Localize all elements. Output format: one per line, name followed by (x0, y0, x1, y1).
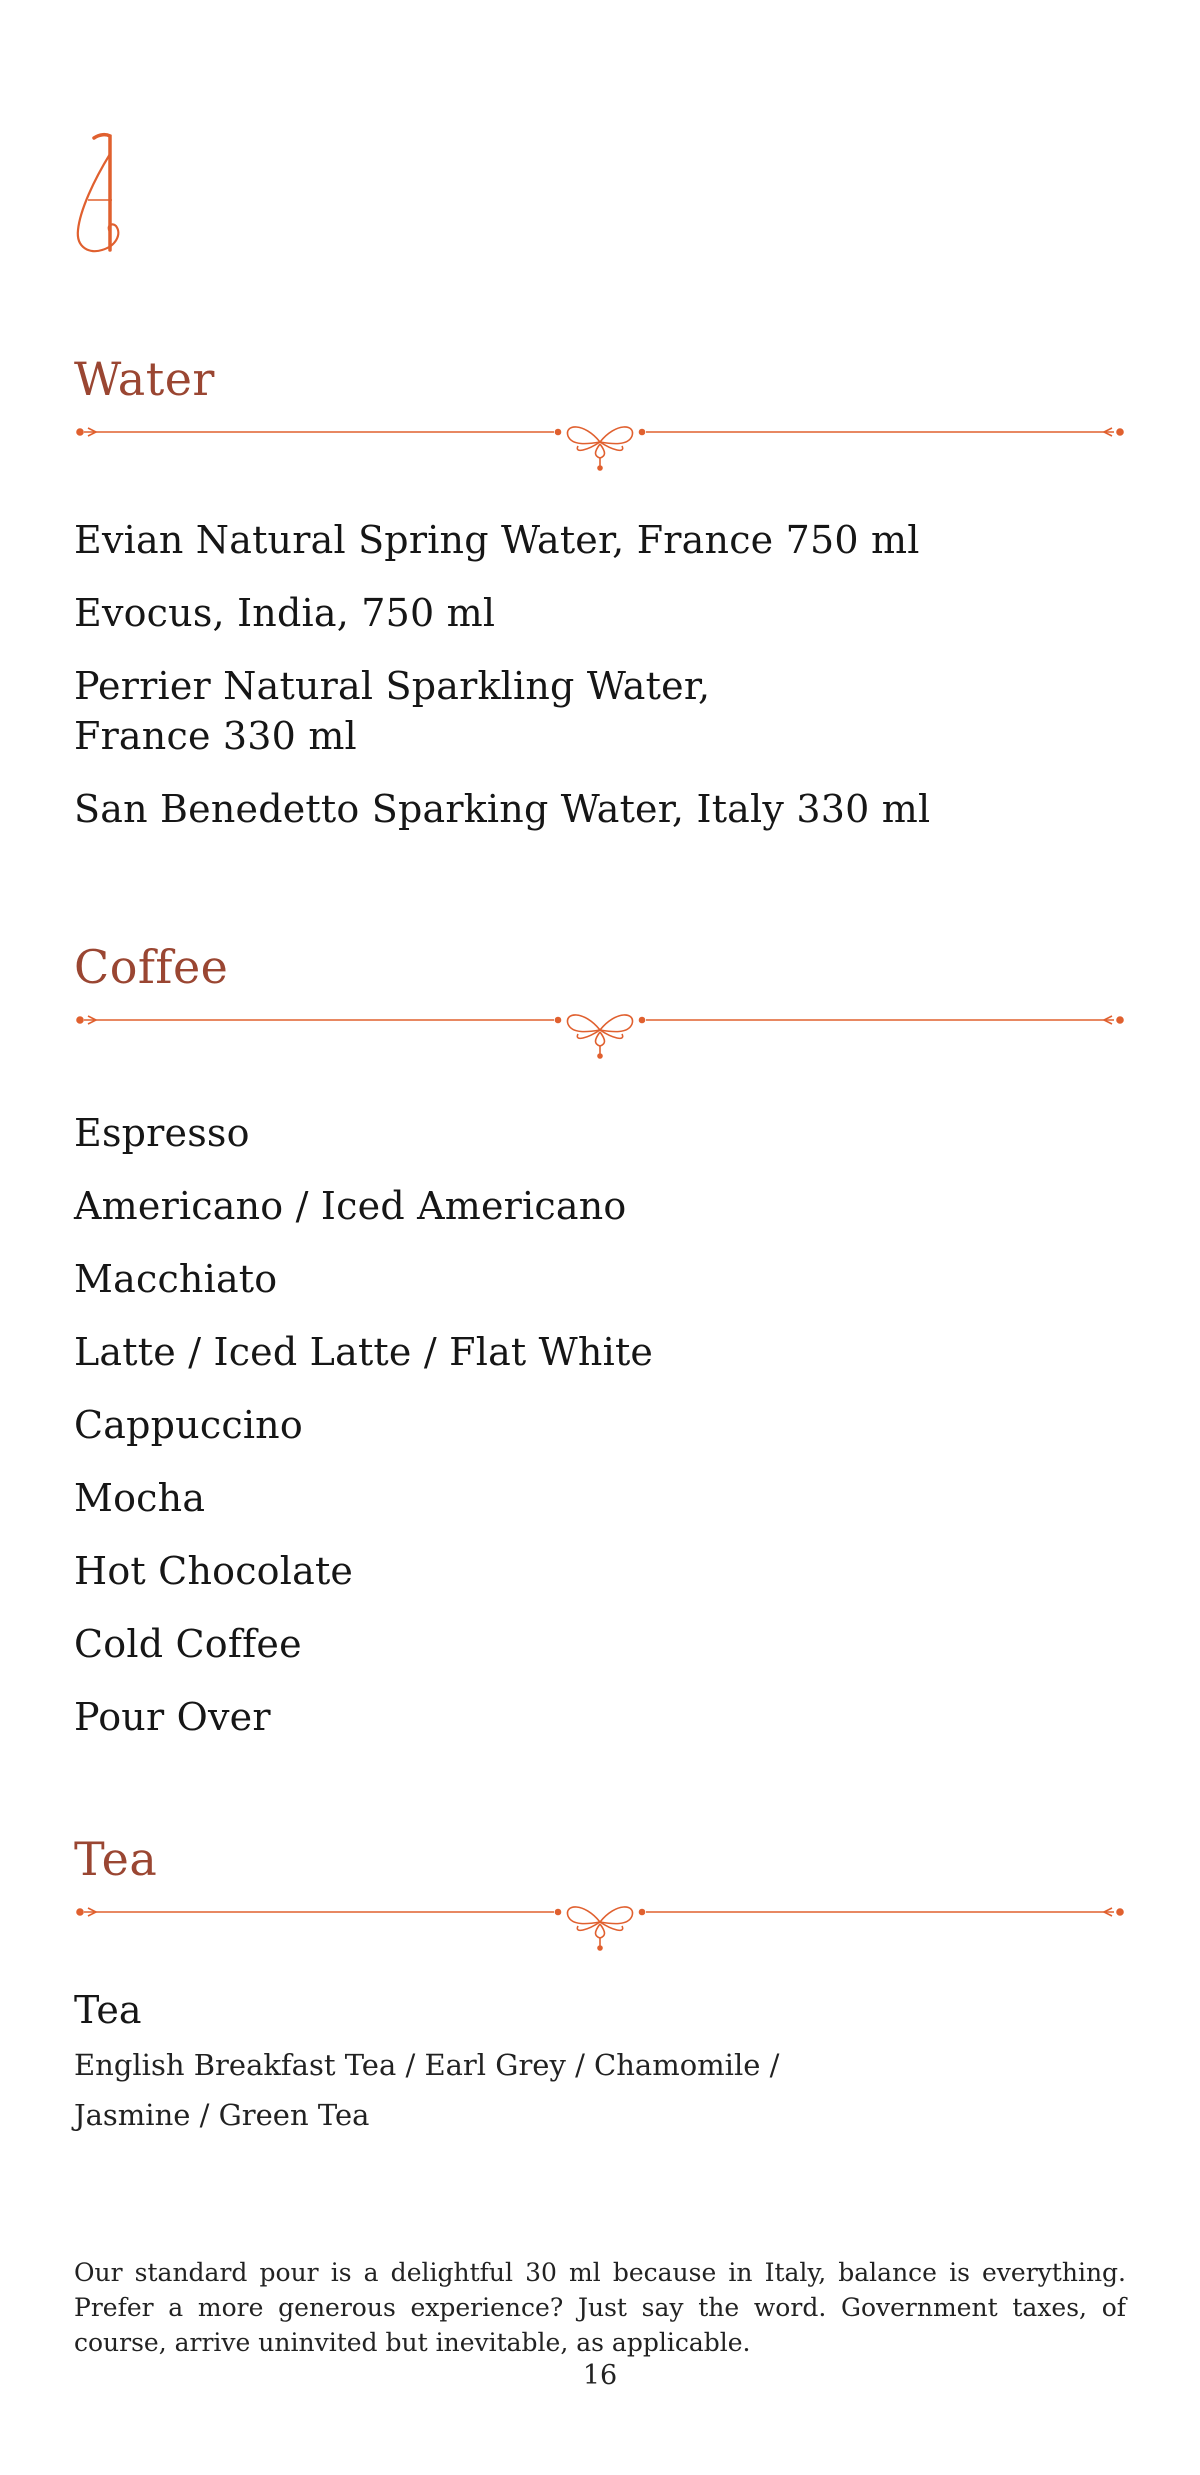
list-item: Macchiato (74, 1257, 278, 1301)
list-item: San Benedetto Sparking Water, Italy 330 ml (74, 787, 931, 831)
ornamental-divider-icon (74, 1000, 1126, 1060)
list-item: Hot Chocolate (74, 1549, 354, 1593)
list-item: Evian Natural Spring Water, France 750 ml (74, 518, 920, 562)
list-item: Espresso (74, 1111, 250, 1155)
list-item: Americano / Iced Americano (74, 1184, 627, 1228)
water-list (74, 515, 930, 857)
stylized-letter-logo-icon (72, 130, 132, 260)
list-item: Pour Over (74, 1695, 271, 1739)
coffee-list (74, 1108, 653, 1765)
list-item: Evocus, India, 750 ml (74, 591, 496, 635)
ornamental-divider-icon (74, 412, 1126, 472)
section-title-coffee: Coffee (74, 940, 229, 994)
footer-note: Our standard pour is a delightful 30 ml because in Italy, balance is everything. Prefer a more generous experience? Just say the word. Government taxes, of course, arrive uninvited but inevitable, as applicable. (74, 2258, 1126, 2357)
list-item: Latte / Iced Latte / Flat White (74, 1330, 654, 1374)
section-title-water: Water (74, 352, 215, 406)
tea-item-description: English Breakfast Tea / Earl Grey / Chamomile / Jasmine / Green Tea (74, 2048, 780, 2132)
list-item: Mocha (74, 1476, 206, 1520)
tea-item-name: Tea (74, 1988, 142, 2032)
ornamental-divider-icon (74, 1892, 1126, 1952)
list-item: Cappuccino (74, 1403, 303, 1447)
list-item: Cold Coffee (74, 1622, 302, 1666)
list-item: Perrier Natural Sparkling Water, France 330 ml (74, 664, 711, 758)
page-number: 16 (582, 2360, 618, 2391)
section-title-tea: Tea (74, 1832, 158, 1886)
